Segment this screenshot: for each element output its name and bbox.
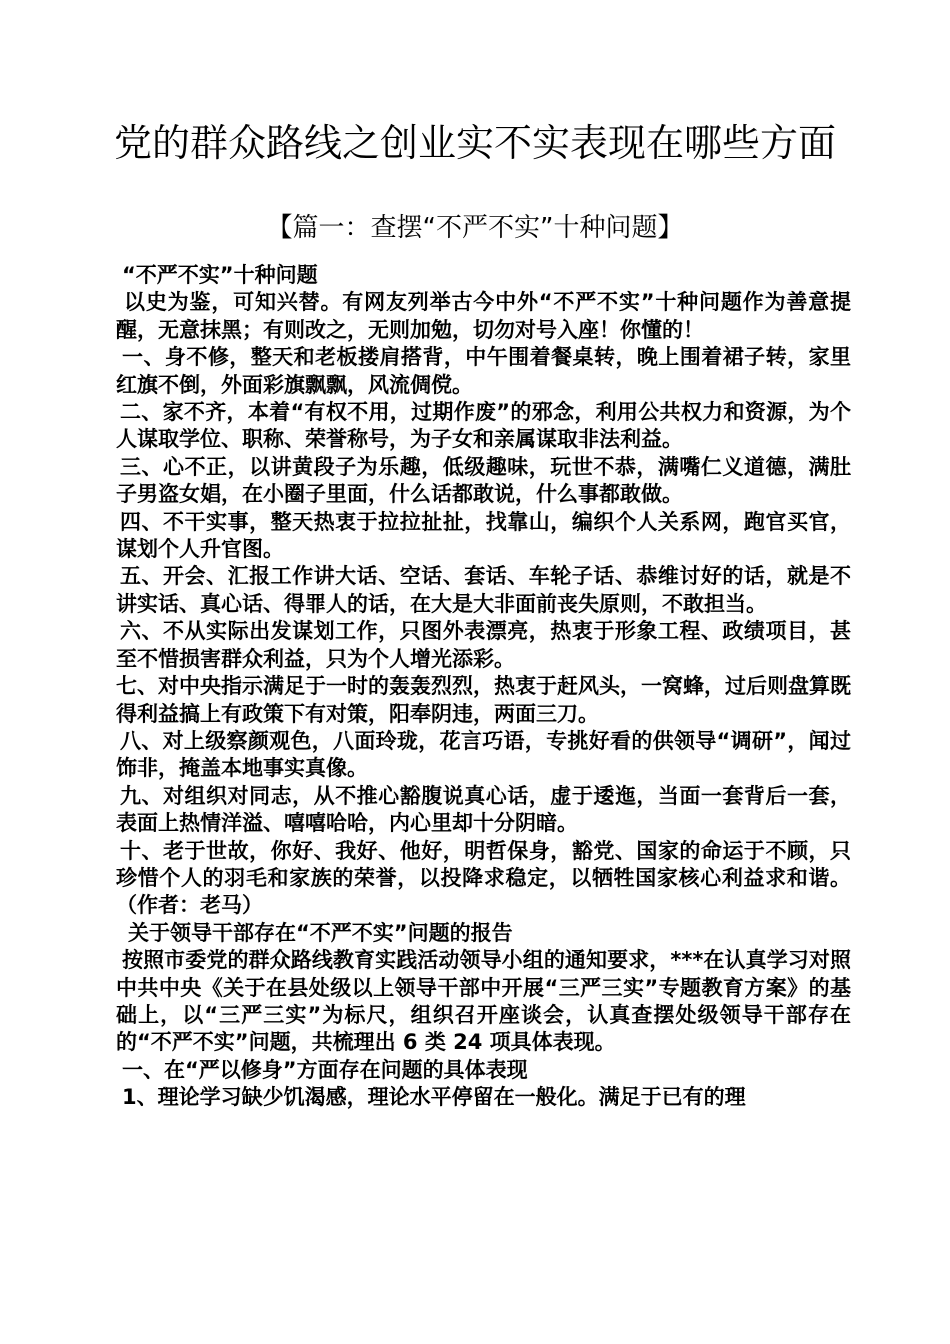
- paragraph-report-intro: 按照市委党的群众路线教育实践活动领导小组的通知要求，***在认真学习对照中共中央《关于在县处级以上领导干部中开展“三严三实”专题教育方案》的基础上，以“三严三实”为标尺，组织召开座谈会，认真查摆处级领导干部存在的“不严不实”问题，共梳理出 6 类 24 项具体表现。: [116, 948, 851, 1055]
- paragraph-item-10: 十、老于世故，你好、我好、他好，明哲保身，豁党、国家的命运于不顾，只珍惜个人的羽毛和家族的荣誉，以投降求稳定，以牺牲国家核心利益求和谐。（作者：老马）: [116, 838, 851, 918]
- page-subtitle: 【篇一：查摆“不严不实”十种问题】: [266, 213, 684, 243]
- paragraph-item-5: 五、开会、汇报工作讲大话、空话、套话、车轮子话、恭维讨好的话，就是不讲实话、真心话、得罪人的话，在大是大非面前丧失原则，不敢担当。: [116, 564, 851, 616]
- report-heading: 关于领导干部存在“不严不实”问题的报告: [128, 920, 513, 945]
- paragraph-report-item-1: 1、理论学习缺少饥渴感，理论水平停留在一般化。满足于已有的理: [122, 1085, 746, 1110]
- paragraph-item-7: 七、对中央指示满足于一时的轰轰烈烈，热衷于赶风头，一窝蜂，过后则盘算既得利益搞上有政策下有对策，阳奉阴违，两面三刀。: [116, 674, 851, 726]
- page-title: 党的群众路线之创业实不实表现在哪些方面: [113, 121, 836, 165]
- paragraph-item-3: 三、心不正，以讲黄段子为乐趣，低级趣味，玩世不恭，满嘴仁义道德，满肚子男盗女娼，在小圈子里面，什么话都敢说，什么事都敢做。: [116, 454, 851, 507]
- paragraph-item-6: 六、不从实际出发谋划工作，只图外表漂亮，热衷于形象工程、政绩项目，甚至不惜损害群众利益，只为个人增光添彩。: [116, 619, 851, 671]
- paragraph-item-2: 二、家不齐，本着“有权不用，过期作废”的邪念，利用公共权力和资源，为个人谋取学位、职称、荣誉称号，为子女和亲属谋取非法利益。: [116, 400, 851, 452]
- section-heading: “不严不实”十种问题: [122, 263, 318, 287]
- paragraph-item-9: 九、对组织对同志，从不推心豁腹说真心话，虚于逶迤，当面一套背后一套，表面上热情洋溢、嘻嘻哈哈，内心里却十分阴暗。: [116, 783, 851, 836]
- report-section-heading: 一、在“严以修身”方面存在问题的具体表现: [122, 1057, 528, 1082]
- paragraph-item-8: 八、对上级察颜观色，八面玲珑，花言巧语，专挑好看的供领导“调研”，闻过饰非，掩盖本地事实真像。: [116, 728, 851, 781]
- paragraph-item-1: 一、身不修，整天和老板搂肩搭背，中午围着餐桌转，晚上围着裙子转，家里红旗不倒，外面彩旗飘飘，风流倜傥。: [116, 345, 851, 397]
- paragraph-item-4: 四、不干实事，整天热衷于拉拉扯扯，找靠山，编织个人关系网，跑官买官，谋划个人升官图。: [116, 509, 851, 562]
- paragraph-intro: 以史为鉴，可知兴替。有网友列举古今中外“不严不实”十种问题作为善意提醒，无意抹黑；有则改之，无则加勉，切勿对号入座！你懂的！: [116, 290, 851, 342]
- document-body: [116, 262, 851, 1112]
